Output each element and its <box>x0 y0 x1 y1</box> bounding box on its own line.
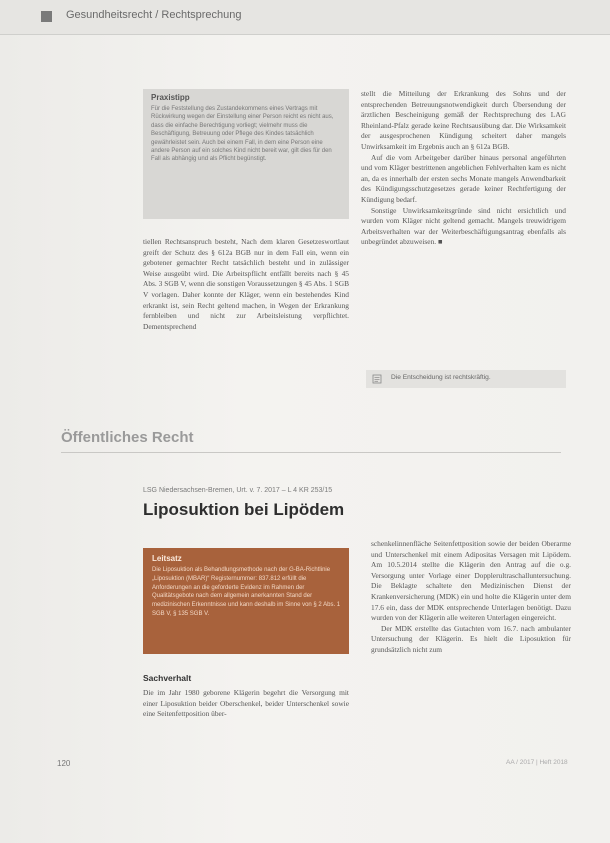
page-number: 120 <box>57 759 71 768</box>
case-reference: LSG Niedersachsen-Bremen, Urt. v. 7. 2017 – L 4 KR 253/15 <box>143 487 333 494</box>
paragraph: stellt die Mitteilung der Erkrankung des Sohns und der entsprechenden Betreuungsnotwendigkeit durch Übersendung der ärztlichen Bescheinigung gemäß der Rechtsprechung des LAG Rheinland-Pfalz gerade keine Rechtsausübung dar. Die Wirksamkeit der ausgesprochenen Kündigung scheitert daher mangels Unwirksamkeit im Ergebnis auch an § 612a BGB. <box>361 89 566 151</box>
paragraph: tiellen Rechtsanspruch besteht, Nach dem klaren Gesetzeswortlaut greift der Schutz des § 612a BGB nur in dem Fall ein, wenn ein gebotener gemachter Recht tatsächlich besteht und in zulässiger Weise ausgeübt wird. Die Arbeitspflicht entfällt bereits nach § 45 Abs. 3 SGB V, wenn die sonstigen Voraussetzungen § 45 Abs. 1 SGB V vorlagen. Daher konnte der Kläger, wenn ein bestehendes Kind erkrankt ist, sein Recht geltend machen, in Wegen der Erkrankung fernbleiben und nicht zur Arbeitsleistung verpflichtet. Dementsprechend <box>143 237 349 331</box>
running-header <box>0 0 610 34</box>
paragraph: Der MDK erstellte das Gutachten vom 16.7. nach ambulanter Untersuchung der Klägerin. Es hielt die Liposuktion für grundsätzlich nicht zum <box>371 623 571 654</box>
practice-tip-title: Praxistipp <box>151 93 190 102</box>
article-title: Liposuktion bei Lipödem <box>143 500 345 519</box>
headnote-body: Die Liposuktion als Behandlungsmethode nach der G-BA-Richtlinie „Liposuktion (MBAR)“ Registernummer: 837.812 erfüllt die Anforderungen an die geforderte Evidenz im Rahmen der Qualitätsgebote nach dem allgemein anerkannten Stand der medizinischen Erkenntnisse und kann deshalb im Sinne von § 2 Abs. 1 SGB V, § 135 SGB V. <box>152 567 341 617</box>
decision-note-box <box>366 370 566 388</box>
header-divider <box>0 34 610 35</box>
headnote-box <box>143 548 349 654</box>
paragraph: schenkelinnenfläche Seitenfettposition sowie der beiden Oberarme und Unterschenkel mit einem Adipositas Versagen mit Lipödem. Am 10.5.2014 stellte die Klägerin den Antrag auf die o.g. Versorgung unter Vorlage einer Dopplerultraschalluntersuchung. Die Beklagte schaltete den Medizinischen Dienst der Krankenversicherung (MDK) ein und holte die Klägerin unter dem 17.6 ein, dass der MDK entsprechende Unterlagen benötigt. Dazu wurden von der Klägerin alle weiteren Unterlagen eingereicht. <box>371 539 571 623</box>
headnote-title: Leitsatz <box>152 554 182 563</box>
header-title: Gesundheitsrecht / Rechtsprechung <box>66 9 242 21</box>
paragraph: Die im Jahr 1980 geborene Klägerin begehrt die Versorgung mit einer Liposuktion beider Oberschenkel, beider Unterschenkel sowie eine Seitenfettposition über- <box>143 688 349 719</box>
document-icon <box>372 374 382 384</box>
paragraph: Auf die vom Arbeitgeber darüber hinaus personal angeführten und vom Kläger bestrittenen angeblichen Fehlverhalten kam es nicht an, da es innerhalb der ersten sechs Monate mangels Anwendbarkeit des Kündigungsschutzgesetzes gerade keiner Rechtfertigung der Kündigung bedarf. <box>361 152 566 204</box>
section-divider <box>61 452 561 453</box>
journal-footer: AA / 2017 | Heft 2018 <box>506 759 568 766</box>
paragraph: Sonstige Unwirksamkeitsgründe sind nicht ersichtlich und wurden vom Kläger nicht geltend gemacht. Mangels treuwidrigem Arbeitsverhalten war der Weiterbeschäftigungsantrag ebenfalls als unbegründet abzuweisen. ■ <box>361 205 566 247</box>
header-square-icon <box>41 11 52 22</box>
right-column-bottom-text <box>371 539 571 656</box>
left-column-top-text <box>143 237 349 332</box>
left-column-bottom-text <box>143 688 349 720</box>
right-column-top-text <box>361 89 566 248</box>
practice-tip-body: Für die Feststellung des Zustandekommens eines Vertrags mit Rückwirkung wegen der Einstellung einer Person reicht es nicht aus, dass die einfache Berechtigung vorliegt; vielmehr muss die Beschäftigung, Betreuung oder Pflege des Kindes tatsächlich gewährleistet sein. Auch bei einem Fall, in dem eine Person eine andere Person auf ein solches Kind nicht bereit war, gilt dies für den Fall als abhängig und als Pflicht begünstigt. <box>151 106 334 163</box>
decision-note-text: Die Entscheidung ist rechtskräftig. <box>391 374 491 381</box>
practice-tip-box <box>143 89 349 219</box>
section-heading: Öffentliches Recht <box>61 429 194 446</box>
facts-heading: Sachverhalt <box>143 673 192 683</box>
